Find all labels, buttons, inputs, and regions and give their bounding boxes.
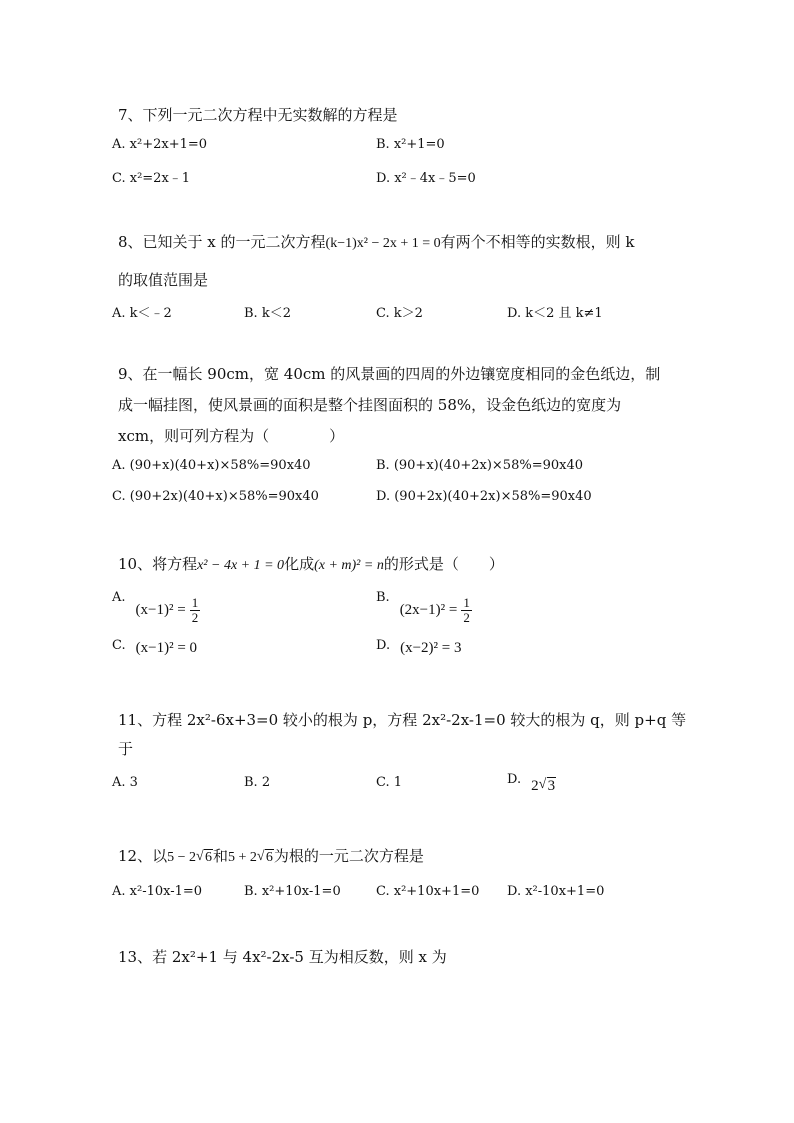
question-7-option-c: C. x²=2x﹣1 xyxy=(112,171,191,186)
question-10-target-form: (x + m)² = n xyxy=(314,558,384,573)
question-10-option-d xyxy=(376,638,462,657)
question-7-option-a: A. x²+2x+1=0 xyxy=(112,137,208,152)
question-7-option-d: D. x²﹣4x﹣5=0 xyxy=(376,171,476,186)
question-8-option-b: B. k＜2 xyxy=(244,306,291,321)
option-c-expression: (x−1)² = 0 xyxy=(135,640,198,656)
question-9-line3: xcm，则可列方程为（ ） xyxy=(118,427,345,445)
radicand: 6 xyxy=(205,850,212,865)
option-letter: B. xyxy=(376,590,390,605)
radicand: 3 xyxy=(547,778,556,794)
question-10-title-suffix: 的形式是（ ） xyxy=(383,555,504,573)
fraction-numerator: 1 xyxy=(463,595,470,610)
question-12-option-b: B. x²+10x-1=0 xyxy=(244,884,341,899)
question-11-line1: 11、方程 2x²-6x+3=0 较小的根为 p，方程 2x²-2x-1=0 较大的根为 q，则 p+q 等 xyxy=(118,711,687,729)
option-letter: D. xyxy=(376,638,391,653)
fraction-denominator: 2 xyxy=(191,610,199,625)
question-9-line2: 成一幅挂图，使风景画的面积是整个挂图面积的 58%，设金色纸边的宽度为 xyxy=(118,396,622,414)
question-11-option-a: A. 3 xyxy=(112,775,138,790)
square-root-symbol xyxy=(196,850,213,866)
question-8-option-c: C. k＞2 xyxy=(376,306,423,321)
question-8-option-d: D. k＜2 且 k≠1 xyxy=(507,306,603,321)
question-7-title: 7、下列一元二次方程中无实数解的方程是 xyxy=(118,106,398,124)
question-11-option-c: C. 1 xyxy=(376,775,403,790)
option-letter: D. xyxy=(507,772,522,787)
question-12-root-1 xyxy=(167,850,213,865)
question-9-option-b: B. (90+x)(40+2x)×58%=90x40 xyxy=(376,458,584,473)
question-8-option-a: A. k＜﹣2 xyxy=(112,306,172,321)
question-12-root-2 xyxy=(228,850,274,865)
root-1-prefix: 5 − 2 xyxy=(167,850,196,865)
question-11-option-b: B. 2 xyxy=(244,775,271,790)
option-letter: C. xyxy=(112,638,126,653)
option-a-expression: (x−1)² = xyxy=(135,602,186,618)
question-7-option-b: B. x²+1=0 xyxy=(376,137,445,152)
question-10-title-middle: 化成 xyxy=(284,555,315,573)
question-9-option-d: D. (90+2x)(40+2x)×58%=90x40 xyxy=(376,489,592,504)
question-11-line2: 于 xyxy=(118,740,134,758)
option-a-fraction xyxy=(190,596,201,625)
question-8-title xyxy=(118,231,635,252)
option-d-coefficient: 2 xyxy=(531,778,539,794)
square-root-symbol xyxy=(257,850,274,866)
square-root-symbol xyxy=(539,778,557,795)
question-8-title-prefix: 8、已知关于 x 的一元二次方程 xyxy=(118,233,326,251)
question-10-equation: x² − 4x + 1 = 0 xyxy=(197,558,285,573)
option-b-expression: (2x−1)² = xyxy=(399,602,458,618)
option-letter: A. xyxy=(112,590,126,605)
fraction-numerator: 1 xyxy=(191,595,199,610)
question-10-option-b xyxy=(376,590,472,625)
question-12-title xyxy=(118,845,424,866)
question-10-option-c xyxy=(112,638,197,657)
question-12-option-d: D. x²-10x+1=0 xyxy=(507,884,605,899)
question-9-option-c: C. (90+2x)(40+x)×58%=90x40 xyxy=(112,489,319,504)
radicand: 6 xyxy=(265,850,273,865)
option-b-fraction xyxy=(461,596,472,625)
question-10-option-a xyxy=(112,590,200,625)
question-10-title-prefix: 10、将方程 xyxy=(118,555,198,573)
option-d-expression: (x−2)² = 3 xyxy=(400,640,462,656)
question-11-option-d xyxy=(507,772,556,795)
question-9-option-a: A. (90+x)(40+x)×58%=90x40 xyxy=(112,458,311,473)
question-12-title-suffix: 为根的一元二次方程是 xyxy=(273,847,424,865)
question-12-option-c: C. x²+10x+1=0 xyxy=(376,884,480,899)
question-12-title-prefix: 12、以 xyxy=(118,847,168,865)
question-8-title-suffix: 有两个不相等的实数根，则 k xyxy=(440,233,635,251)
question-8-title-line2: 的取值范围是 xyxy=(118,271,209,289)
question-8-equation: (k−1)x² − 2x + 1 = 0 xyxy=(325,236,441,251)
fraction-denominator: 2 xyxy=(463,610,470,625)
question-13-title: 13、若 2x²+1 与 4x²-2x-5 互为相反数，则 x 为 xyxy=(118,948,447,966)
question-12-title-middle: 和 xyxy=(213,847,229,865)
question-10-title xyxy=(118,553,504,574)
root-2-prefix: 5 + 2 xyxy=(228,850,257,865)
question-9-line1: 9、在一幅长 90cm，宽 40cm 的风景画的四周的外边镶宽度相同的金色纸边，制 xyxy=(118,365,661,383)
question-12-option-a: A. x²-10x-1=0 xyxy=(112,884,203,899)
